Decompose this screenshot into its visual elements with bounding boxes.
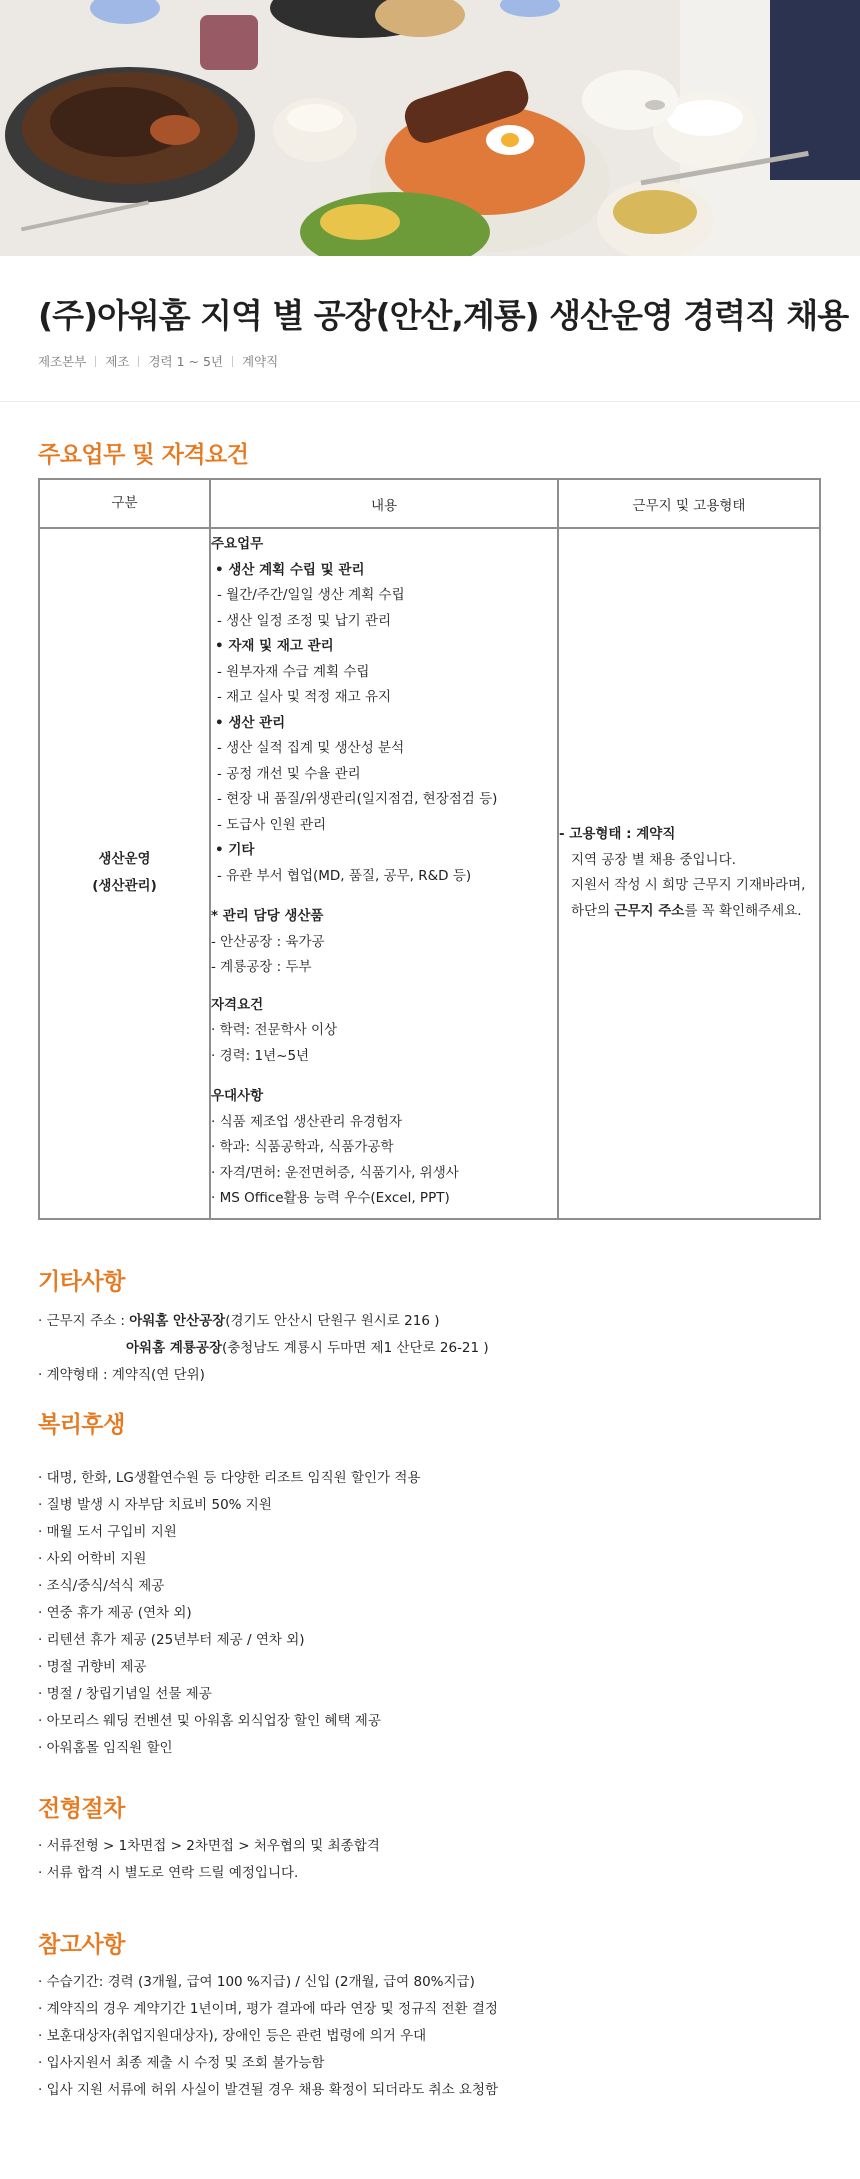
- product-item: - 계룡공장 : 두부: [211, 959, 312, 975]
- section-title-duties: 주요업무 및 자격요건: [38, 442, 249, 468]
- meta-experience: 경력 1 ~ 5년: [148, 354, 223, 369]
- duty-item: - 도급사 인원 관리: [217, 816, 327, 833]
- benefit-item: · 아모리스 웨딩 컨벤션 및 아워홈 외식업장 할인 혜택 제공: [38, 1713, 381, 1729]
- duty-item: - 유관 부서 협업(MD, 품질, 공무, R&D 등): [217, 867, 472, 884]
- qualification-item: · 경력: 1년~5년: [211, 1047, 310, 1064]
- benefit-item: · 사외 어학비 지원: [38, 1551, 147, 1567]
- product-item: - 안산공장 : 육가공: [211, 933, 325, 950]
- duty-group-heading: • 기타: [215, 842, 255, 858]
- work-note: 지역 공장 별 채용 중입니다.: [571, 851, 736, 868]
- work-note: 지원서 작성 시 희망 근무지 기재바라며,: [571, 877, 806, 894]
- duty-item: - 공정 개선 및 수율 관리: [217, 765, 361, 782]
- notes-section: [38, 1926, 498, 2104]
- work-address-line: · 근무지 주소 : 아워홈 안산공장(경기도 안산시 단원구 원시로 216 ): [38, 1313, 440, 1329]
- list-item: · 서류전형 > 1차면접 > 2차면접 > 처우협의 및 최종합격: [38, 1838, 380, 1854]
- address-gyeryong-name: 아워홈 계룡공장: [126, 1340, 222, 1356]
- main-duties-heading: 주요업무: [211, 536, 264, 552]
- category-cell: [39, 528, 210, 1219]
- preference-item: · 자격/면허: 운전면허증, 식품기사, 위생사: [211, 1164, 459, 1181]
- benefits-section: [38, 1406, 420, 1762]
- table-header-row: [39, 479, 820, 528]
- address-gyeryong-detail: (충청남도 계룡시 두마면 제1 산단로 26-21 ): [222, 1340, 489, 1356]
- address-ansan-name: 아워홈 안산공장: [129, 1313, 226, 1329]
- list-item: · 서류 합격 시 별도로 연락 드릴 예정입니다.: [38, 1865, 299, 1881]
- food-table-illustration: [0, 0, 860, 256]
- address-ansan-detail: (경기도 안산시 단원구 원시로 216 ): [225, 1313, 440, 1329]
- qualification-item: · 학력: 전문학사 이상: [211, 1022, 338, 1038]
- preference-item: · 학과: 식품공학과, 식품가공학: [211, 1139, 394, 1155]
- duty-group-heading: • 생산 관리: [215, 714, 286, 731]
- duty-item: - 월간/주간/일일 생산 계획 수립: [217, 587, 405, 603]
- work-address-line: [38, 1335, 489, 1362]
- list-item: · 보훈대상자(취업지원대상자), 장애인 등은 관련 법령에 의거 우대: [38, 2028, 427, 2044]
- qualifications-heading: 자격요건: [211, 996, 264, 1013]
- benefit-item: · 아워홈몰 임직원 할인: [38, 1740, 173, 1756]
- benefit-item: · 명절 귀향비 제공: [38, 1659, 147, 1675]
- meta-divider: [95, 356, 96, 367]
- meta-category: 제조: [105, 354, 130, 369]
- preferences-heading: 우대사항: [211, 1088, 264, 1104]
- meta-employment-type: 계약직: [242, 354, 279, 369]
- category-name: 생산운영: [98, 851, 151, 868]
- preference-item: · MS Office활용 능력 우수(Excel, PPT): [211, 1190, 450, 1206]
- employment-type: - 고용형태 : 계약직: [559, 826, 676, 843]
- col-header-work: 근무지 및 고용형태: [558, 479, 820, 528]
- duty-group-heading: • 생산 계획 수립 및 관리: [215, 561, 365, 578]
- meta-divider: [138, 356, 139, 367]
- benefit-item: · 명절 / 창립기념일 선물 제공: [38, 1686, 212, 1702]
- benefit-item: · 질병 발생 시 자부담 치료비 50% 지원: [38, 1497, 272, 1513]
- duties-table: [38, 478, 821, 1220]
- benefit-item: · 대명, 한화, LG생활연수원 등 다양한 리조트 임직원 할인가 적용: [38, 1470, 421, 1486]
- work-note: 하단의 근무지 주소를 꼭 확인해주세요.: [571, 902, 802, 919]
- contract-line: · 계약형태 : 계약직(연 단위): [38, 1367, 205, 1383]
- process-section: [38, 1790, 380, 1887]
- category-sub: (생산관리): [92, 878, 157, 895]
- benefit-item: · 조식/중식/석식 제공: [38, 1578, 165, 1594]
- duty-group-heading: • 자재 및 재고 관리: [215, 638, 334, 654]
- list-item: · 입사 지원 서류에 허위 사실이 발견될 경우 채용 확정이 되더라도 취소 요청함: [38, 2082, 499, 2098]
- job-meta: [38, 352, 822, 370]
- table-row: [39, 528, 820, 1219]
- job-header: [0, 256, 860, 402]
- section-title-notes: 참고사항: [38, 1932, 125, 1958]
- job-title: (주)아워홈 지역 별 공장(안산,계룡) 생산운영 경력직 채용: [38, 296, 849, 335]
- duty-item: - 재고 실사 및 적정 재고 유지: [217, 689, 392, 705]
- duty-item: - 생산 실적 집계 및 생산성 분석: [217, 740, 405, 756]
- list-item: · 입사지원서 최종 제출 시 수정 및 조회 불가능함: [38, 2055, 325, 2071]
- benefit-item: · 매월 도서 구입비 지원: [38, 1524, 177, 1540]
- section-title-benefits: 복리후생: [38, 1412, 125, 1438]
- section-title-etc: 기타사항: [38, 1269, 125, 1295]
- col-header-category: 구분: [39, 479, 210, 528]
- duty-item: - 생산 일정 조정 및 납기 관리: [217, 612, 392, 629]
- work-cell: [558, 528, 820, 1219]
- list-item: · 계약직의 경우 계약기간 1년이며, 평가 결과에 따라 연장 및 정규직 전환 결정: [38, 2001, 498, 2017]
- products-heading: * 관리 담당 생산품: [211, 908, 324, 924]
- meta-division: 제조본부: [38, 354, 87, 369]
- hero-image: [0, 0, 860, 256]
- etc-section: [38, 1263, 489, 1389]
- list-item: · 수습기간: 경력 (3개월, 급여 100 %지급) / 신입 (2개월, 급여 80%지급): [38, 1974, 475, 1990]
- duty-item: - 원부자재 수급 계획 수립: [217, 663, 370, 680]
- duty-item: - 현장 내 품질/위생관리(일지점검, 현장점검 등): [217, 791, 498, 807]
- benefit-item: · 연중 휴가 제공 (연차 외): [38, 1605, 192, 1621]
- section-title-process: 전형절차: [38, 1796, 125, 1822]
- meta-divider: [232, 356, 233, 367]
- work-address-emphasis: 근무지 주소: [614, 902, 685, 919]
- duty-list: [211, 558, 557, 890]
- benefit-item: · 리텐션 휴가 제공 (25년부터 제공 / 연차 외): [38, 1632, 305, 1648]
- col-header-content: 내용: [210, 479, 558, 528]
- content-cell: [210, 528, 558, 1219]
- preference-item: · 식품 제조업 생산관리 유경험자: [211, 1113, 402, 1130]
- benefit-list: [38, 1465, 420, 1762]
